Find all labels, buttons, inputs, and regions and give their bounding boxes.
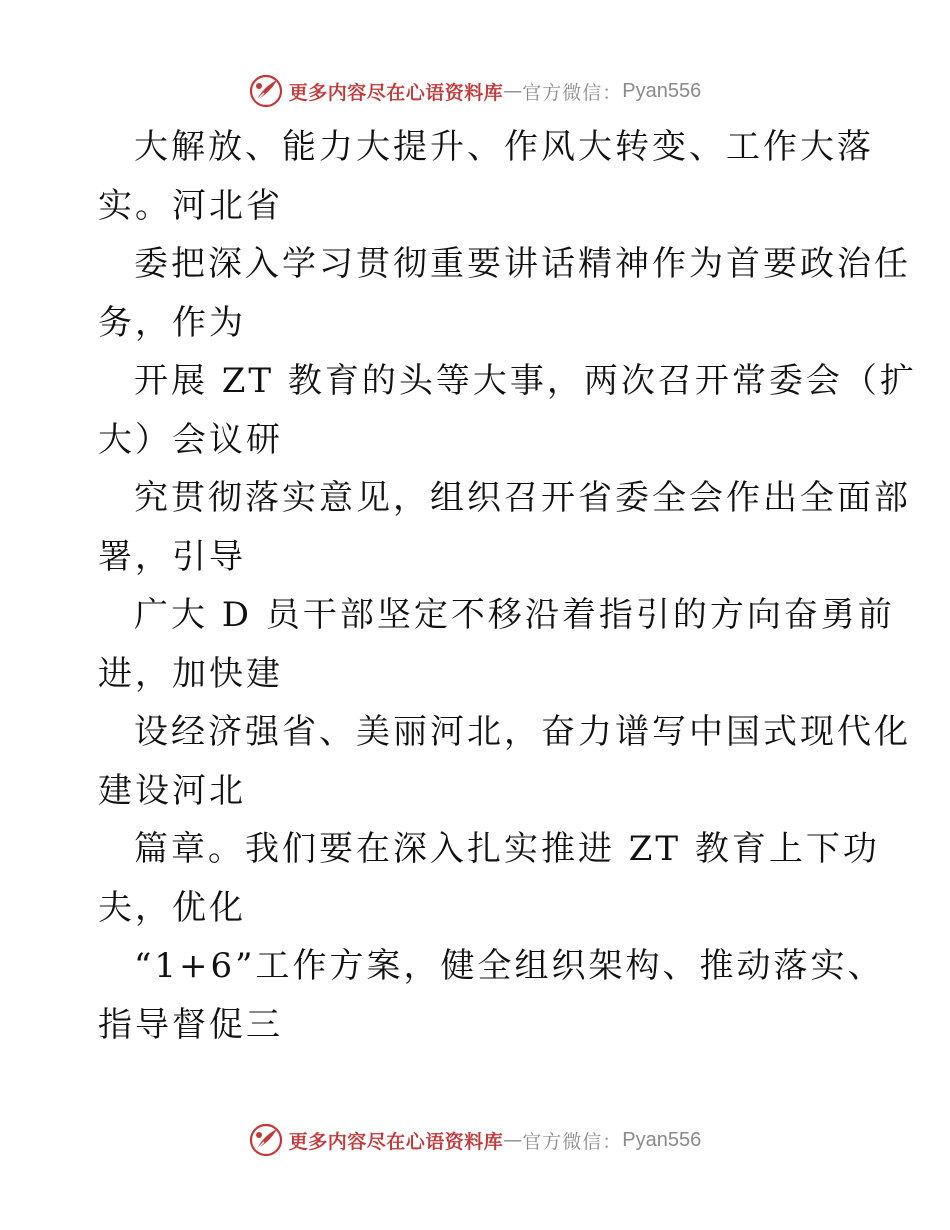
watermark-dash: — xyxy=(503,1129,523,1151)
body-line: 大解放、能力大提升、作风大转变、工作大落 xyxy=(134,127,874,167)
body-line: 究贯彻落实意见，组织召开省委全会作出全面部 xyxy=(134,478,911,518)
body-line: 篇章。我们要在深入扎实推进 ZT 教育上下功 xyxy=(134,829,880,869)
body-line: 建设河北 xyxy=(98,770,246,811)
body-line: 进，加快建 xyxy=(98,653,283,694)
body-line: 指导督促三 xyxy=(98,1004,283,1045)
body-line: 广大 D 员干部坚定不移沿着指引的方向奋勇前 xyxy=(134,595,895,635)
document-body xyxy=(98,118,917,1054)
watermark-wechat-label: 官方微信： xyxy=(522,1130,623,1153)
watermark-wechat-label: 官方微信： xyxy=(522,81,623,104)
body-line: 大）会议研 xyxy=(98,419,283,460)
body-line: “1+6”工作方案，健全组织架构、推动落实、 xyxy=(134,946,885,986)
body-line: 实。河北省 xyxy=(98,185,283,226)
body-line: 设经济强省、美丽河北，奋力谱写中国式现代化 xyxy=(134,712,911,752)
feather-pen-logo-icon xyxy=(249,74,283,108)
header-watermark xyxy=(0,71,950,111)
watermark-promo-text: 更多内容尽在心语资料库 xyxy=(288,81,504,104)
body-line: 务，作为 xyxy=(98,302,246,343)
body-line: 夫，优化 xyxy=(98,887,246,928)
body-line: 委把深入学习贯彻重要讲话精神作为首要政治任 xyxy=(134,244,911,284)
body-line: 开展 ZT 教育的头等大事，两次召开常委会（扩 xyxy=(134,361,917,401)
body-line: 署，引导 xyxy=(98,536,246,577)
watermark-wechat-id: Pyan556 xyxy=(622,1128,702,1151)
watermark-wechat-id: Pyan556 xyxy=(622,79,702,102)
watermark-dash: — xyxy=(503,80,523,102)
watermark-promo-text: 更多内容尽在心语资料库 xyxy=(288,1130,504,1153)
footer-watermark xyxy=(0,1120,950,1160)
feather-pen-logo-icon xyxy=(249,1123,283,1157)
